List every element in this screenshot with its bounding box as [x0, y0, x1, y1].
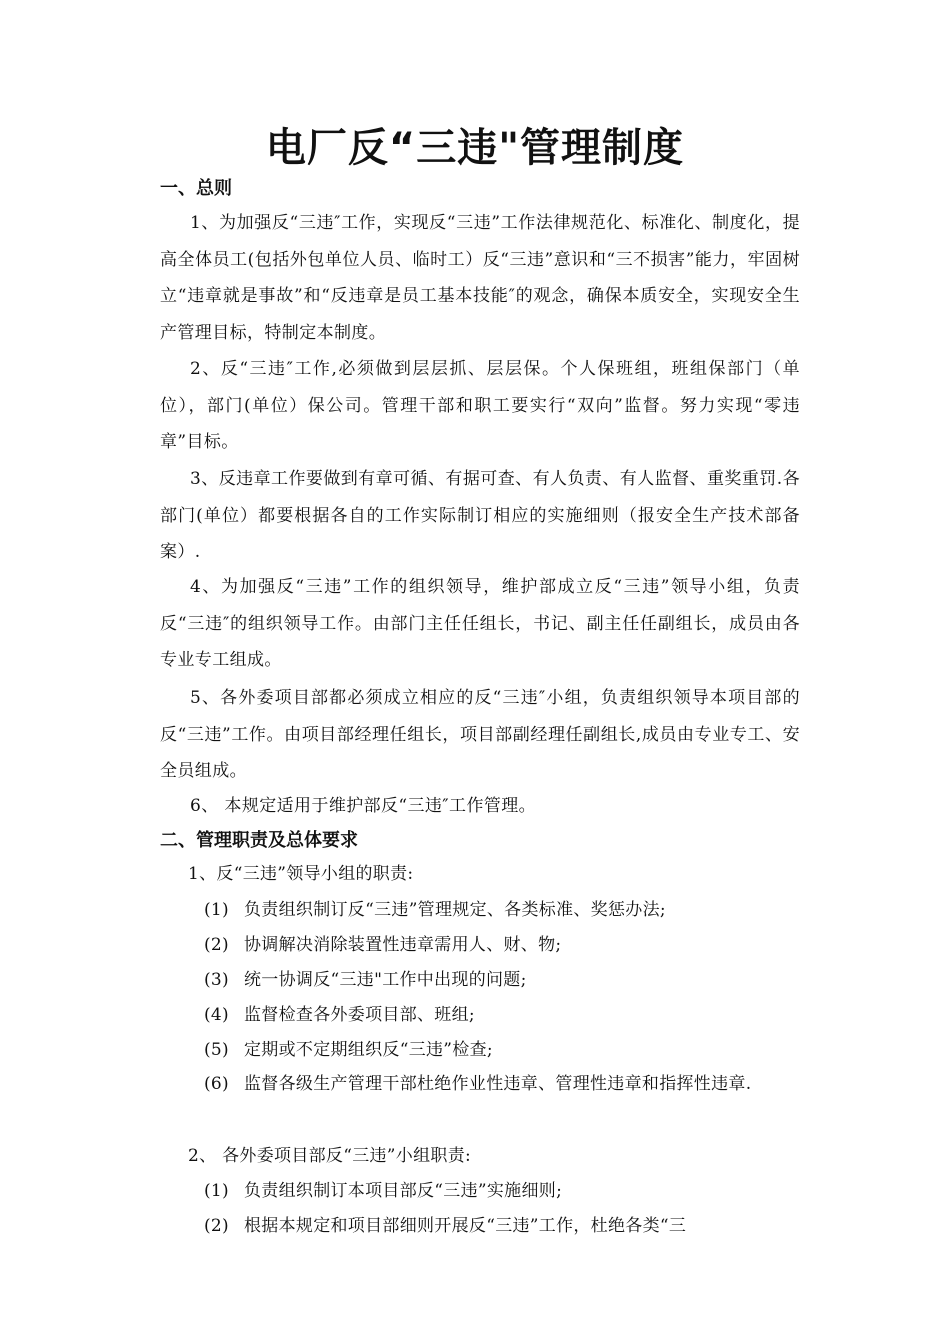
- list-item-text: 负责组织制订反“三违”管理规定、各类标准、奖惩办法;: [244, 900, 666, 920]
- list-item: [204, 1174, 562, 1210]
- section-heading-general: 一、总则: [160, 178, 232, 199]
- list-item-text: 负责组织制订本项目部反“三违”实施细则;: [244, 1181, 563, 1201]
- list-item-text: 定期或不定期组织反“三违”检查;: [244, 1040, 493, 1060]
- paragraph-3: 3、反违章工作要做到有章可循、有据可查、有人负责、有人监督、重奖重罚.各部门(单位）都要根据各自的工作实际制订相应的实施细则（报安全生产技术部备案）.: [160, 469, 800, 562]
- list-item-number: (6): [204, 1074, 229, 1094]
- list-item-text: 根据本规定和项目部细则开展反“三违”工作，杜绝各类“三: [244, 1216, 687, 1236]
- list-item-number: (2): [204, 935, 229, 955]
- list-item: [204, 1209, 686, 1245]
- paragraph-1: 1、为加强反“三违″工作，实现反“三违”工作法律规范化、标准化、制度化，提高全体员工(包括外包单位人员、临时工）反“三违”意识和“三不损害”能力，牢固树立“违章就是事故”和“反违章是员工基本技能″的观念，确保本质安全，实现安全生产管理目标，特制定本制度。: [160, 213, 800, 343]
- list-item-number: (5): [204, 1040, 229, 1060]
- paragraph-4: 4、为加强反“三违”工作的组织领导，维护部成立反“三违”领导小组，负责反“三违″的组织领导工作。由部门主任任组长，书记、副主任任副组长，成员由各专业专工组成。: [160, 577, 800, 670]
- list-item: [204, 893, 666, 929]
- paragraph-2: 2、反“三违″工作,必须做到层层抓、层层保。个人保班组，班组保部门（单位），部门(单位）保公司。管理干部和职工要实行“双向”监督。努力实现“零违章”目标。: [160, 359, 800, 452]
- list-item-text: 统一协调反“三违"工作中出现的问题;: [244, 970, 527, 990]
- section-heading-duties: 二、管理职责及总体要求: [160, 830, 358, 851]
- subsection-title-leading-group: 1、反“三违”领导小组的职责:: [188, 864, 414, 884]
- list-item-number: (1): [204, 900, 229, 920]
- list-item-number: (4): [204, 1005, 229, 1025]
- list-item: [204, 928, 561, 964]
- subsection-title-project-group: 2、 各外委项目部反“三违”小组职责:: [188, 1146, 472, 1166]
- list-item-number: (1): [204, 1181, 229, 1201]
- list-item-text: 监督检查各外委项目部、班组;: [244, 1005, 475, 1025]
- list-item: [204, 1033, 493, 1069]
- list-item-number: (3): [204, 970, 229, 990]
- list-item-wrapped: [162, 1066, 792, 1103]
- paragraph-6: 6、 本规定适用于维护部反“三违″工作管理。: [190, 796, 537, 816]
- list-item: [204, 963, 527, 999]
- list-item-text: 监督各级生产管理干部杜绝作业性违章、管理性违章和指挥性违章.: [244, 1074, 752, 1094]
- list-item-number: (2): [204, 1216, 229, 1236]
- document-title: 电厂反“三违"管理制度: [265, 125, 685, 171]
- paragraph-5: 5、各外委项目部都必须成立相应的反“三违″小组，负责组织领导本项目部的反“三违”工作。由项目部经理任组长，项目部副经理任副组长,成员由专业专工、安全员组成。: [160, 688, 800, 781]
- list-item: [204, 998, 475, 1034]
- list-item-text: 协调解决消除装置性违章需用人、财、物;: [244, 935, 562, 955]
